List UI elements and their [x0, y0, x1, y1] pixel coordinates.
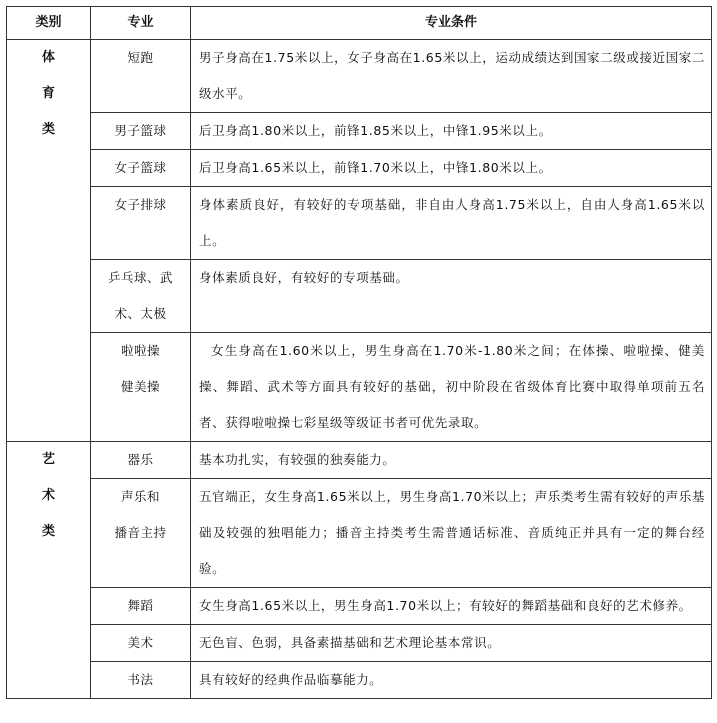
category-char: 术	[41, 488, 55, 503]
major-cell	[91, 260, 191, 333]
header-requirement: 专业条件	[191, 7, 712, 40]
major-name: 术、太极	[114, 306, 167, 321]
major-name: 男子篮球	[114, 123, 167, 138]
major-cell	[91, 333, 191, 442]
major-name: 乒乓球、武	[107, 270, 173, 285]
header-major: 专业	[91, 7, 191, 40]
major-name: 舞蹈	[127, 598, 154, 613]
major-cell	[91, 150, 191, 187]
requirement-cell: 五官端正，女生身高1.65米以上，男生身高1.70米以上；声乐类考生需有较好的声乐基础及较强的独唱能力；播音主持类考生需普通话标准、音质纯正并具有一定的舞台经验。	[191, 479, 712, 588]
category-char: 育	[41, 86, 55, 101]
major-name: 书法	[127, 672, 154, 687]
category-char: 类	[41, 122, 55, 137]
table-row	[7, 479, 712, 588]
requirement-cell: 后卫身高1.65米以上，前锋1.70米以上，中锋1.80米以上。	[191, 150, 712, 187]
major-cell	[91, 479, 191, 588]
major-name: 女子篮球	[114, 160, 167, 175]
table-row	[7, 187, 712, 260]
major-name: 器乐	[127, 452, 154, 467]
category-char: 体	[41, 50, 55, 65]
major-cell	[91, 625, 191, 662]
table-row	[7, 260, 712, 333]
major-name: 啦啦操	[120, 343, 160, 358]
requirement-cell: 无色盲、色弱，具备素描基础和艺术理论基本常识。	[191, 625, 712, 662]
requirement-cell: 男子身高在1.75米以上，女子身高在1.65米以上，运动成绩达到国家二级或接近国家二级水平。	[191, 40, 712, 113]
requirement-cell: 女生身高在1.60米以上，男生身高在1.70米-1.80米之间；在体操、啦啦操、健美操、舞蹈、武术等方面具有较好的基础，初中阶段在省级体育比赛中取得单项前五名者、获得啦啦操七彩星级等级证书者可优先录取。	[191, 333, 712, 442]
requirement-cell: 身体素质良好，有较好的专项基础。	[191, 260, 712, 333]
major-cell	[91, 662, 191, 699]
table-row	[7, 150, 712, 187]
major-cell	[91, 40, 191, 113]
table-row	[7, 442, 712, 479]
major-cell	[91, 113, 191, 150]
requirement-cell: 后卫身高1.80米以上，前锋1.85米以上，中锋1.95米以上。	[191, 113, 712, 150]
major-cell	[91, 442, 191, 479]
requirement-cell: 身体素质良好，有较好的专项基础，非自由人身高1.75米以上，自由人身高1.65米以上。	[191, 187, 712, 260]
table-row	[7, 40, 712, 113]
requirement-cell: 基本功扎实，有较强的独奏能力。	[191, 442, 712, 479]
major-name: 美术	[127, 635, 154, 650]
table-row	[7, 588, 712, 625]
table-row	[7, 333, 712, 442]
major-cell	[91, 588, 191, 625]
requirement-cell: 具有较好的经典作品临摹能力。	[191, 662, 712, 699]
major-name: 短跑	[127, 50, 154, 65]
category-cell	[7, 442, 91, 699]
table-body	[7, 40, 712, 699]
table-row	[7, 625, 712, 662]
requirements-table	[6, 6, 712, 699]
major-name: 播音主持	[114, 525, 167, 540]
major-name: 健美操	[120, 379, 160, 394]
major-cell	[91, 187, 191, 260]
major-name: 声乐和	[120, 489, 160, 504]
category-char: 艺	[41, 452, 55, 467]
table-row	[7, 662, 712, 699]
requirement-cell: 女生身高1.65米以上，男生身高1.70米以上；有较好的舞蹈基础和良好的艺术修养。	[191, 588, 712, 625]
table-header-row	[7, 7, 712, 40]
category-cell	[7, 40, 91, 442]
requirements-table-container	[6, 6, 711, 699]
category-char: 类	[41, 524, 55, 539]
major-name: 女子排球	[114, 197, 167, 212]
table-row	[7, 113, 712, 150]
header-category: 类别	[7, 7, 91, 40]
